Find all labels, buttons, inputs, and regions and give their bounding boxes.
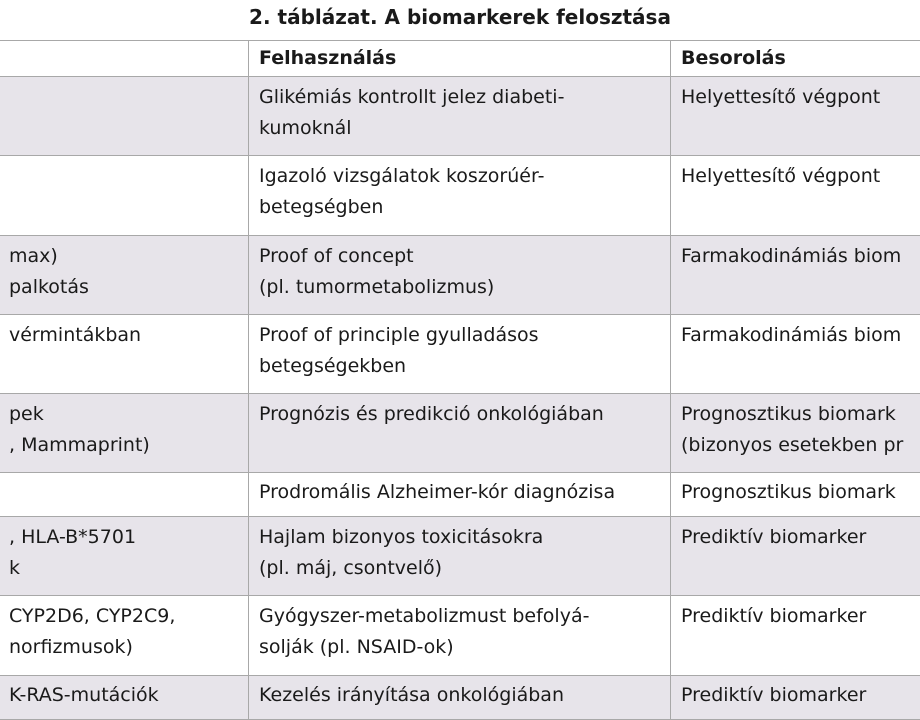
table-row	[0, 676, 920, 720]
cell-line: (pl. tumormetabolizmus)	[259, 272, 660, 303]
table-cell-3	[671, 676, 920, 720]
table-cell-3	[671, 596, 920, 676]
cell-line	[681, 113, 918, 144]
cell-line	[9, 192, 238, 223]
cell-line: , HLA-B*5701	[9, 522, 238, 553]
cell-line	[681, 272, 918, 303]
cell-line: palkotás	[9, 272, 238, 303]
table-cell-2	[249, 315, 671, 394]
cell-line: (pl. máj, csontvelő)	[259, 553, 660, 584]
table-cell-3	[671, 473, 920, 517]
cell-line: Proof of concept	[259, 241, 660, 272]
cell-line: Glikémiás kontrollt jelez diabeti-	[259, 82, 660, 113]
cell-line: betegségben	[259, 192, 660, 223]
table-row	[0, 156, 920, 236]
table-cell-3	[671, 315, 920, 394]
cell-line	[9, 161, 238, 192]
table-row	[0, 473, 920, 517]
cell-line: Helyettesítő végpont	[681, 161, 918, 192]
cell-line: Helyettesítő végpont	[681, 82, 918, 113]
table-row	[0, 315, 920, 394]
cell-line: kumoknál	[259, 113, 660, 144]
cell-line	[9, 477, 238, 508]
table-cell-1	[0, 676, 249, 720]
table-cell-2	[249, 77, 671, 156]
table-row	[0, 596, 920, 676]
cell-line: Prognosztikus biomark	[681, 399, 918, 430]
cell-line: Farmakodinámiás biom	[681, 241, 918, 272]
cell-line: Hajlam bizonyos toxicitásokra	[259, 522, 660, 553]
cell-line: Proof of principle gyulladásos	[259, 320, 660, 351]
header-cell-classification: Besorolás	[671, 41, 920, 77]
cell-line	[9, 113, 238, 144]
table-cell-2	[249, 156, 671, 236]
cell-line: Gyógyszer-metabolizmust befolyá-	[259, 601, 660, 632]
cell-line: Prediktív biomarker	[681, 522, 918, 553]
cell-line: (bizonyos esetekben pr	[681, 430, 918, 461]
table-cell-1	[0, 315, 249, 394]
table-cell-3	[671, 77, 920, 156]
cell-line: K-RAS-mutációk	[9, 680, 238, 711]
table-cell-1	[0, 596, 249, 676]
table-cell-3	[671, 236, 920, 315]
cell-line: k	[9, 553, 238, 584]
cell-line: Prognosztikus biomark	[681, 477, 918, 508]
header-cell-usage: Felhasználás	[249, 41, 671, 77]
cell-line	[681, 553, 918, 584]
header-row	[0, 41, 920, 77]
cell-line: Prediktív biomarker	[681, 601, 918, 632]
table-row	[0, 394, 920, 473]
table-cell-1	[0, 236, 249, 315]
table-cell-2	[249, 676, 671, 720]
cell-line	[259, 430, 660, 461]
table-cell-1	[0, 77, 249, 156]
table-cell-1	[0, 156, 249, 236]
cell-line: vérmintákban	[9, 320, 238, 351]
cell-line: Igazoló vizsgálatok koszorúér-	[259, 161, 660, 192]
biomarker-table	[0, 40, 920, 720]
cell-line	[681, 192, 918, 223]
cell-line: Prediktív biomarker	[681, 680, 918, 711]
cell-line	[9, 351, 238, 382]
table-row	[0, 236, 920, 315]
table-cell-3	[671, 394, 920, 473]
cell-line: , Mammaprint)	[9, 430, 238, 461]
cell-line	[681, 632, 918, 663]
cell-line: Prognózis és predikció onkológiában	[259, 399, 660, 430]
table-cell-2	[249, 596, 671, 676]
cell-line	[681, 351, 918, 382]
table-row	[0, 517, 920, 596]
table-cell-2	[249, 473, 671, 517]
table-cell-2	[249, 517, 671, 596]
cell-line: norfizmusok)	[9, 632, 238, 663]
table-cell-3	[671, 517, 920, 596]
cell-line: CYP2D6, CYP2C9,	[9, 601, 238, 632]
table-cell-1	[0, 473, 249, 517]
table-row	[0, 77, 920, 156]
cell-line	[9, 82, 238, 113]
header-cell-first	[0, 41, 249, 77]
table-cell-1	[0, 394, 249, 473]
table-cell-2	[249, 394, 671, 473]
table-cell-2	[249, 236, 671, 315]
table-cell-3	[671, 156, 920, 236]
cell-line: solják (pl. NSAID-ok)	[259, 632, 660, 663]
table-title: 2. táblázat. A biomarkerek felosztása	[0, 5, 920, 29]
table-cell-1	[0, 517, 249, 596]
cell-line: Prodromális Alzheimer-kór diagnózisa	[259, 477, 660, 508]
cell-line: Farmakodinámiás biom	[681, 320, 918, 351]
cell-line: pek	[9, 399, 238, 430]
cell-line: Kezelés irányítása onkológiában	[259, 680, 660, 711]
cell-line: max)	[9, 241, 238, 272]
cell-line: betegségekben	[259, 351, 660, 382]
